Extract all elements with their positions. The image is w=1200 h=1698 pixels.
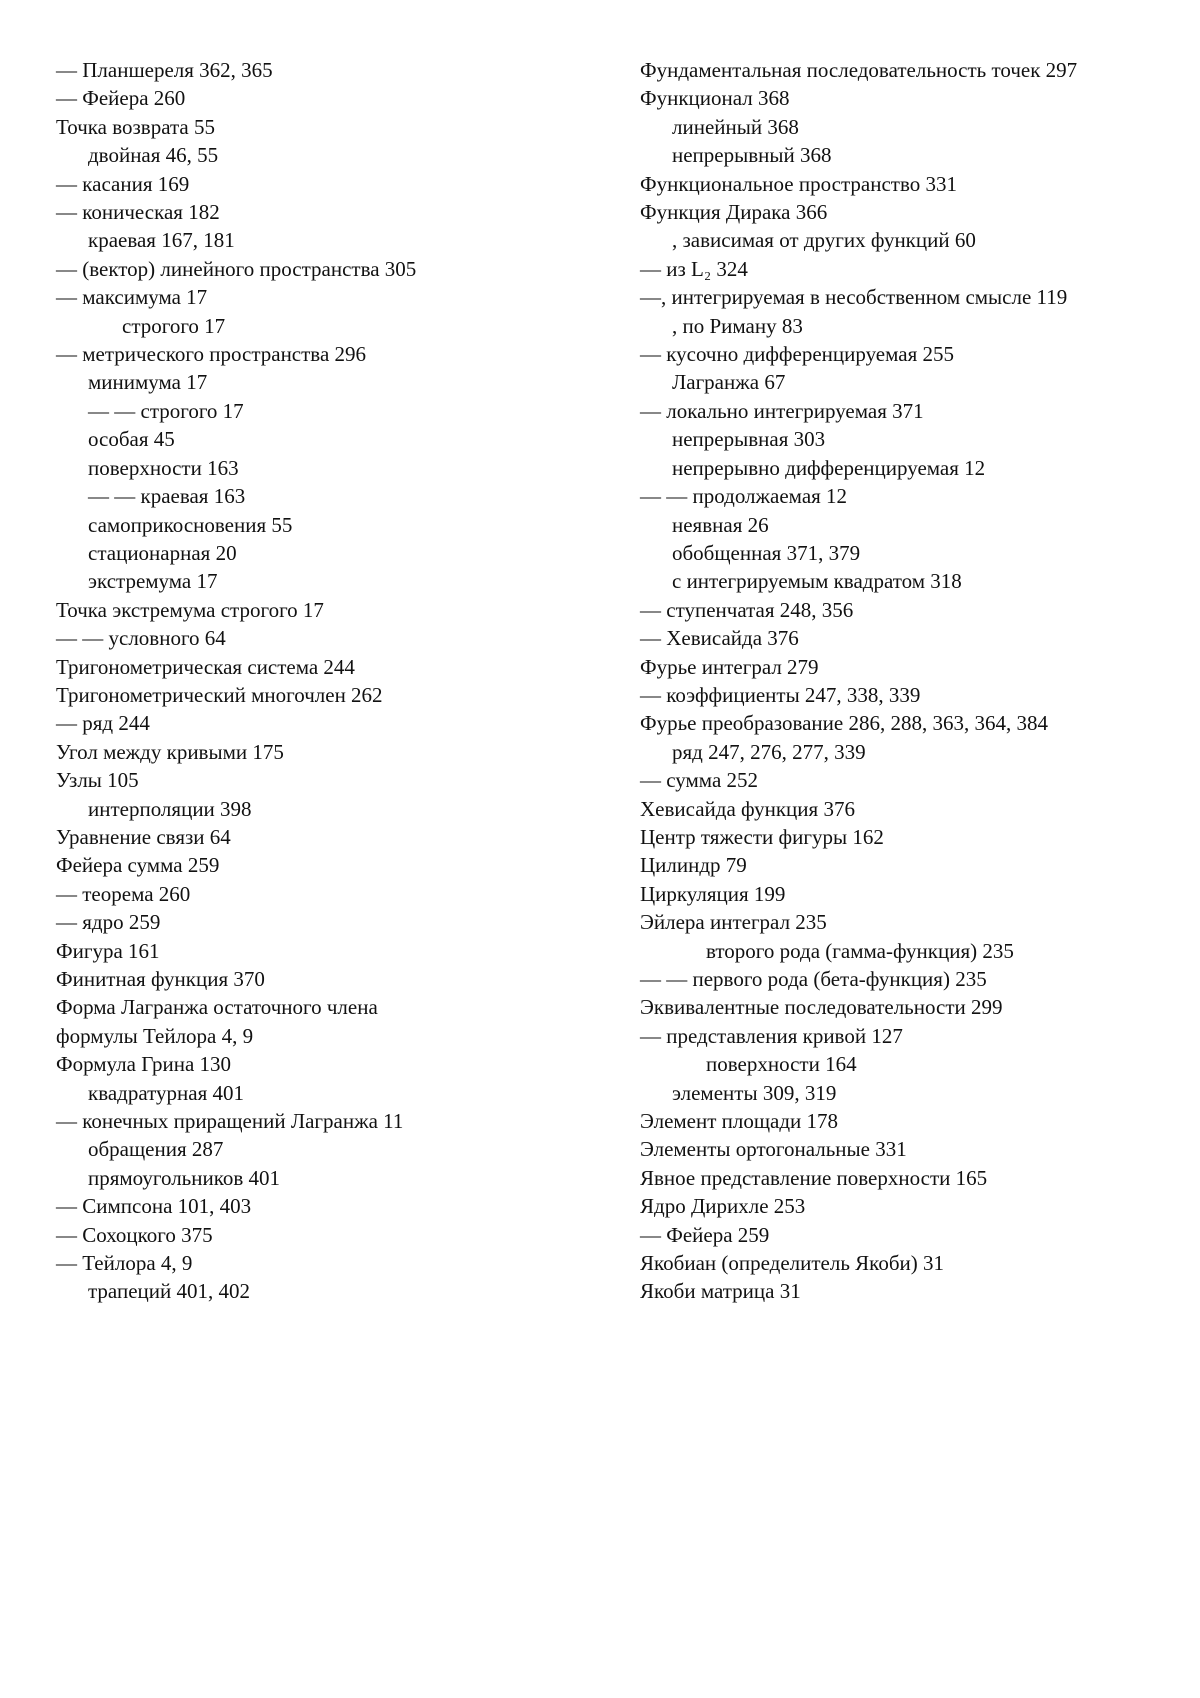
- index-entry: неявная 26: [672, 512, 769, 537]
- index-entry: Элементы ортогональные 331: [640, 1137, 907, 1162]
- index-entry: непрерывная 303: [672, 427, 826, 452]
- index-entry: поверхности 164: [706, 1052, 857, 1077]
- index-entry: Финитная функция 370: [56, 967, 265, 991]
- index-entry: — локально интегрируемая 371: [640, 398, 924, 423]
- index-entry: — сумма 252: [640, 768, 759, 793]
- index-entry: Формула Грина 130: [56, 1052, 232, 1077]
- index-entry: Точка возврата 55: [56, 114, 215, 139]
- index-entry: — Хевисайда 376: [640, 626, 799, 651]
- index-entry: Эйлера интеграл 235: [640, 910, 827, 935]
- index-entry: — Сохоцкого 375: [56, 1222, 213, 1247]
- index-entry: Точка экстремума строгого 17: [56, 597, 324, 622]
- index-entry: строгого 17: [122, 313, 226, 338]
- index-entry: Центр тяжести фигуры 162: [640, 824, 884, 849]
- index-entry: Функция Дирака 366: [640, 200, 828, 225]
- index-entry: — касания 169: [56, 171, 190, 196]
- index-entry: — конечных приращений Лагранжа 11: [56, 1109, 404, 1134]
- index-entry: — — строгого 17: [88, 398, 244, 423]
- index-entry: Форма Лагранжа остаточного члена: [56, 995, 378, 1020]
- index-entry: — (вектор) линейного пространства 305: [56, 256, 417, 281]
- index-entry: — ряд 244: [56, 711, 150, 736]
- index-entry: — — первого рода (бета-функция) 235: [640, 967, 987, 991]
- index-entry: — ступенчатая 248, 356: [640, 597, 854, 622]
- index-entry: элементы 309, 319: [672, 1080, 837, 1105]
- index-entry: Циркуляция 199: [640, 881, 786, 906]
- index-entry: непрерывно дифференцируемая 12: [672, 455, 986, 480]
- index-entry: Эквивалентные последовательности 299: [640, 995, 1003, 1020]
- index-entry: с интегрируемым квадратом 318: [672, 569, 962, 594]
- index-entry: Ядро Дирихле 253: [640, 1194, 806, 1219]
- index-entry: — кусочно дифференцируемая 255: [640, 342, 954, 367]
- index-entry: — метрического пространства 296: [56, 342, 367, 367]
- index-entry: стационарная 20: [88, 540, 237, 565]
- index-entry: Хевисайда функция 376: [640, 796, 855, 821]
- index-entry: Элемент площади 178: [640, 1109, 839, 1134]
- index-entry: Угол между кривыми 175: [56, 739, 284, 764]
- index-entry: — максимума 17: [56, 285, 208, 310]
- index-entry: Функционал 368: [640, 86, 790, 111]
- index-entry: непрерывный 368: [672, 143, 832, 168]
- index-entry: — Фейера 259: [640, 1222, 770, 1247]
- index-entry: Фурье преобразование 286, 288, 363, 364, 384: [640, 711, 1048, 736]
- index-entry: обобщенная 371, 379: [672, 540, 861, 565]
- index-column-right: [640, 56, 1180, 1306]
- index-entry: минимума 17: [88, 370, 208, 395]
- index-entry: —, интегрируемая в несобственном смысле 119: [640, 285, 1068, 310]
- index-entry: Фундаментальная последовательность точек 297: [640, 58, 1078, 82]
- index-entry: трапеций 401, 402: [88, 1279, 251, 1304]
- index-entry: , зависимая от других функций 60: [672, 228, 976, 253]
- index-entry: — теорема 260: [56, 881, 191, 906]
- index-entry: Тригонометрический многочлен 262: [56, 682, 383, 707]
- index-entry: поверхности 163: [88, 455, 239, 480]
- index-entry: самоприкосновения 55: [88, 512, 293, 537]
- index-entry: — из L₂ 324: [640, 256, 748, 281]
- index-entry: Лагранжа 67: [672, 370, 786, 395]
- index-entry: Фигура 161: [56, 938, 160, 963]
- index-entry: Якобиан (определитель Якоби) 31: [640, 1251, 944, 1276]
- index-entry: Функциональное пространство 331: [640, 171, 957, 196]
- index-entry: Тригонометрическая система 244: [56, 654, 355, 679]
- index-entry: — Симпсона 101, 403: [56, 1194, 252, 1219]
- index-entry: прямоугольников 401: [88, 1165, 281, 1190]
- index-entry: , по Риману 83: [672, 313, 803, 338]
- index-entry: — — продолжаемая 12: [640, 484, 848, 509]
- index-entry: — Тейлора 4, 9: [56, 1251, 193, 1276]
- index-entry: Якоби матрица 31: [640, 1279, 801, 1304]
- index-entry: линейный 368: [672, 114, 799, 139]
- index-entry: второго рода (гамма-функция) 235: [706, 938, 1014, 963]
- index-entry: — коническая 182: [56, 200, 220, 225]
- index-entry: Фурье интеграл 279: [640, 654, 819, 679]
- index-entry: обращения 287: [88, 1137, 224, 1162]
- index-entry: краевая 167, 181: [88, 228, 235, 253]
- index-column-left: [56, 56, 616, 1306]
- index-entry: двойная 46, 55: [88, 143, 219, 168]
- index-entry: ряд 247, 276, 277, 339: [672, 739, 866, 764]
- index-entry: Уравнение связи 64: [56, 824, 231, 849]
- index-entry: — Планшереля 362, 365: [56, 58, 273, 82]
- index-entry: — ядро 259: [56, 910, 161, 935]
- index-entry: — Фейера 260: [56, 86, 186, 111]
- index-entry: Узлы 105: [56, 768, 139, 793]
- index-entry: — представления кривой 127: [640, 1023, 903, 1048]
- index-entry: — — краевая 163: [88, 484, 246, 509]
- index-entry: квадратурная 401: [88, 1080, 244, 1105]
- index-entry: — — условного 64: [56, 626, 226, 651]
- index-entry: — коэффициенты 247, 338, 339: [640, 682, 921, 707]
- index-entry: Цилиндр 79: [640, 853, 747, 878]
- index-entry: особая 45: [88, 427, 175, 452]
- index-entry: экстремума 17: [88, 569, 218, 594]
- index-entry: Фейера сумма 259: [56, 853, 220, 878]
- index-entry: интерполяции 398: [88, 796, 252, 821]
- index-entry: формулы Тейлора 4, 9: [56, 1023, 254, 1048]
- index-entry: Явное представление поверхности 165: [640, 1165, 988, 1190]
